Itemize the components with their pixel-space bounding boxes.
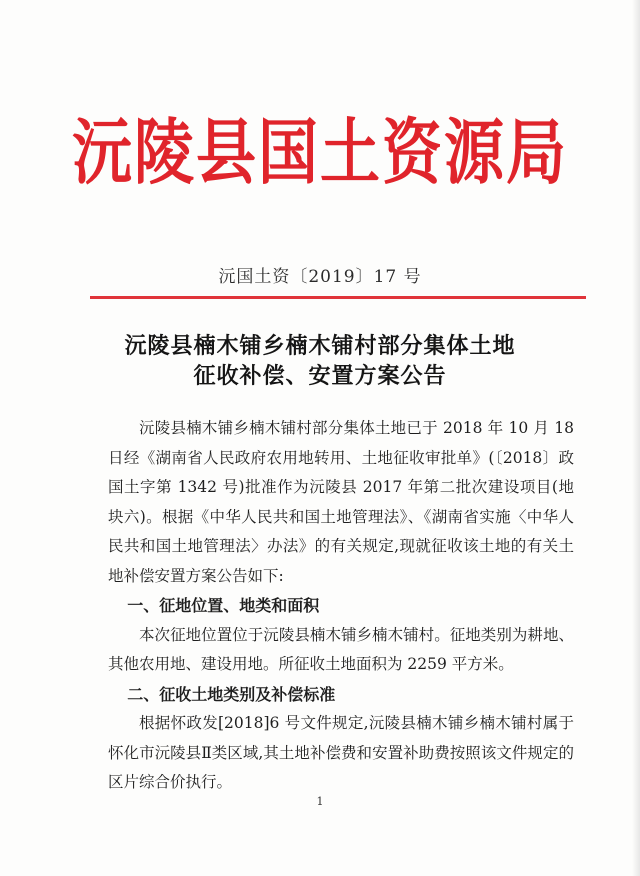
intro-paragraph: 沅陵县楠木铺乡楠木铺村部分集体土地已于 2018 年 10 月 18 日经《湖南省人民政府农用地转用、土地征收审批单》(〔2018〕政国土字第 1342 号)批准作为沅陵县 2017 年第二批次建设项目(地块六)。根据《中华人民共和国土地管理法》、《湖南省实施〈中华人民共和国土地管理法〉办法》的有关规定,现就征收该土地的有关土地补偿安置方案公告如下: (108, 419, 574, 585)
page-edge-shadow (632, 0, 640, 876)
section-2-heading: 二、征收土地类别及补偿标准 (127, 684, 336, 704)
document-body (108, 414, 574, 798)
title-line-1: 沅陵县楠木铺乡楠木铺村部分集体土地 (124, 334, 516, 359)
section-1-heading: 一、征地位置、地类和面积 (127, 596, 320, 615)
masthead-title: 沅陵县国土资源局 (72, 112, 568, 195)
announcement-title (60, 332, 580, 392)
section-1-paragraph: 本次征地位置位于沅陵县楠木铺乡楠木铺村。征地类别为耕地、其他农用地、建设用地。所征收土地面积为 2259 平方米。 (108, 625, 574, 673)
title-line-2: 征收补偿、安置方案公告 (193, 364, 447, 389)
document-number: 沅国土资〔2019〕17 号 (218, 267, 422, 287)
section-2-paragraph: 根据怀政发[2018]6 号文件规定,沅陵县楠木铺乡楠木铺村属于怀化市沅陵县Ⅱ类区域,其土地补偿费和安置补助费按照该文件规定的区片综合价执行。 (108, 714, 574, 791)
page-number: 1 (316, 795, 324, 808)
red-divider-line (90, 296, 586, 299)
